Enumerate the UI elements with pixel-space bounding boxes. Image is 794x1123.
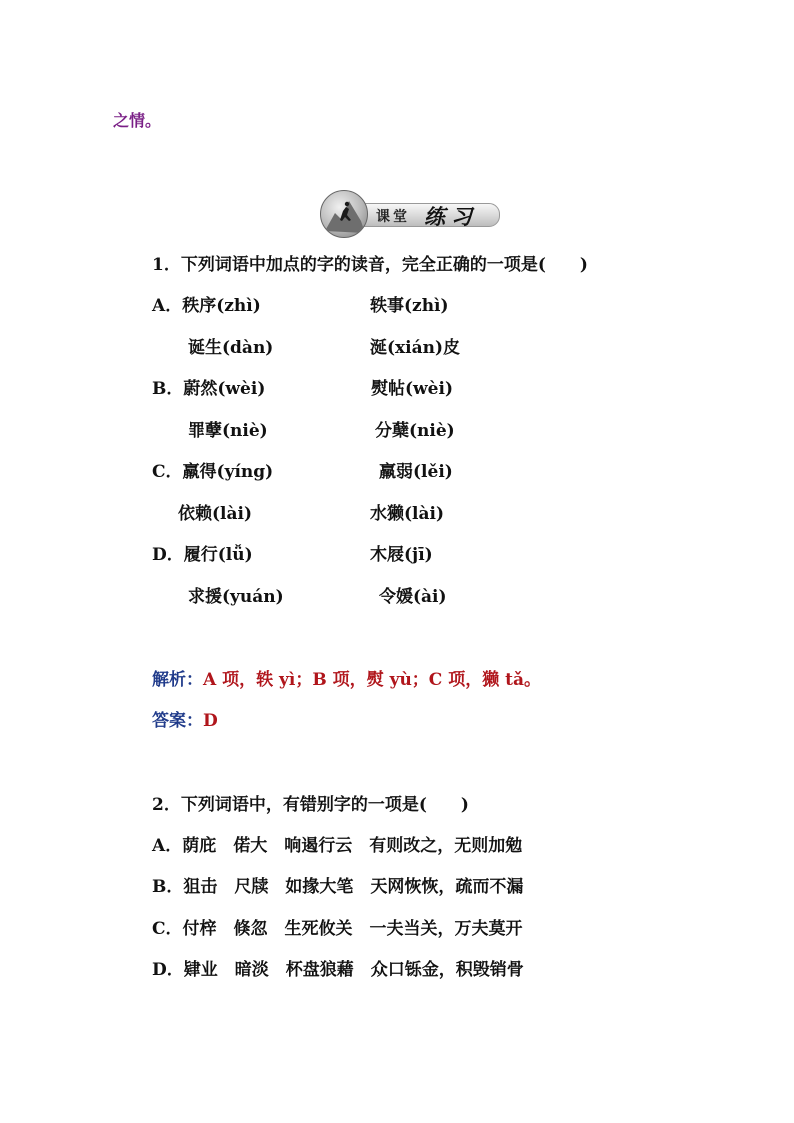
q2-option-a: A．荫庇 偌大 响遏行云 有则改之，无则加勉 xyxy=(152,836,523,856)
answer-colon: ： xyxy=(186,711,203,731)
analysis-text: A 项，轶 yì；B 项，熨 yù；C 项，獭 tǎ。 xyxy=(203,670,542,690)
analysis-label: 解析 xyxy=(152,670,186,690)
q1-option-c: C．羸得(yíng) xyxy=(152,462,274,482)
q1-c-r2-right: 水獭(lài) xyxy=(370,504,445,524)
q2-stem: 2．下列词语中，有错别字的一项是( ) xyxy=(152,795,469,815)
q1-b-r2-left: 罪孽(niè) xyxy=(188,421,268,441)
q2-option-d: D．肄业 暗淡 杯盘狼藉 众口铄金，积毁销骨 xyxy=(152,960,524,980)
answer-label: 答案 xyxy=(152,711,186,731)
section-banner xyxy=(318,186,518,236)
banner-large-text: 练习 xyxy=(424,204,478,229)
q1-c-r1-right: 羸弱(lěi) xyxy=(379,462,453,482)
q2-option-c: C．付梓 倏忽 生死攸关 一夫当关，万夫莫开 xyxy=(152,919,523,939)
answer-line xyxy=(152,711,218,731)
q1-d-r1-right: 木屐(jī) xyxy=(370,545,433,565)
banner-small-text: 课堂 xyxy=(376,209,410,225)
q2-option-b: B．狙击 尺牍 如掾大笔 天网恢恢，疏而不漏 xyxy=(152,877,524,897)
q1-option-a: A．秩序(zhì) xyxy=(152,296,261,316)
q1-d-r2-right: 令媛(ài) xyxy=(379,587,447,607)
analysis-colon: ： xyxy=(186,670,203,690)
q1-a-r2-left: 诞生(dàn) xyxy=(188,338,274,358)
analysis-line xyxy=(152,670,541,690)
q1-option-d: D．履行(lǚ) xyxy=(152,545,253,565)
top-fragment-text: 之情。 xyxy=(113,111,162,130)
q1-stem: 1．下列词语中加点的字的读音，完全正确的一项是( ) xyxy=(152,255,588,275)
q1-option-b: B．蔚然(wèi) xyxy=(152,379,266,399)
q1-b-r1-right: 熨帖(wèi) xyxy=(371,379,453,399)
q1-b-r2-right: 分蘖(niè) xyxy=(375,421,455,441)
q1-a-r1-right: 轶事(zhì) xyxy=(370,296,449,316)
q1-d-r2-left: 求援(yuán) xyxy=(188,587,284,607)
answer-text: D xyxy=(203,711,218,731)
q1-c-r2-left: 依赖(lài) xyxy=(178,504,253,524)
q1-a-r2-right: 涎(xián)皮 xyxy=(370,338,461,358)
climber-emblem-icon xyxy=(320,190,368,238)
